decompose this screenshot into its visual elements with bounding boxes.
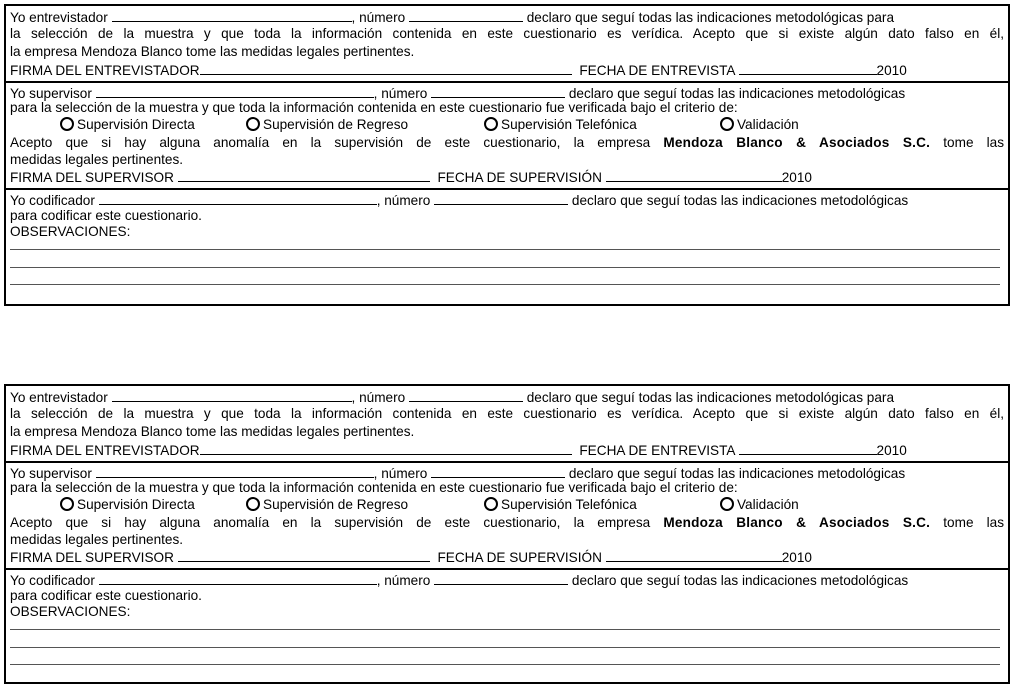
supervisor-number-field[interactable] [431,85,565,98]
coder-name-field[interactable] [99,572,377,585]
coder-label: Yo codificador [10,573,95,588]
acceptance-text-2: medidas legales pertinentes. [10,152,184,167]
option-supervision-telefonica[interactable] [484,117,637,133]
interviewer-signature-label: FIRMA DEL ENTREVISTADOR [10,63,200,78]
supervisor-name-field[interactable] [96,465,374,478]
declaration-text-3: la empresa Mendoza Blanco tome las medidas legales pertinentes. [10,44,415,59]
coder-number-field[interactable] [434,572,568,585]
coder-text-2: para codificar este cuestionario. [10,588,202,603]
radio-circle-icon[interactable] [484,117,498,131]
radio-circle-icon[interactable] [720,497,734,511]
supervisor-signature-field[interactable] [178,169,430,182]
number-label: , número [373,466,428,481]
coder-name-field[interactable] [99,192,377,205]
option-label: Supervisión Telefónica [501,497,637,512]
option-supervision-regreso[interactable] [246,117,408,133]
coder-number-field[interactable] [434,192,568,205]
declaration-text: declaro que seguí todas las indicaciones metodológicas [571,193,909,208]
interviewer-line-1 [10,389,1004,406]
acceptance-text: Acepto que si hay alguna anomalía en la supervisión de este cuestionario, la empresa [10,135,651,150]
interviewer-label: Yo entrevistador [10,10,108,25]
declaration-text-2: la selección de la muestra y que toda la información contenida en este cuestionario es verídica. Acepto que si existe algún dato falso en él, [10,26,1004,41]
radio-circle-icon[interactable] [60,497,74,511]
supervisor-signature-label: FIRMA DEL SUPERVISOR [10,550,174,565]
option-validacion[interactable] [720,117,799,133]
interviewer-signature-line [10,442,1004,459]
option-supervision-telefonica[interactable] [484,497,637,513]
observations-line[interactable] [10,629,1000,630]
declaration-text-3: la empresa Mendoza Blanco tome las medidas legales pertinentes. [10,424,415,439]
option-supervision-directa[interactable] [60,117,195,133]
supervisor-criteria-text: para la selección de la muestra y que toda la información contenida en este cuestionario fue verificada bajo el criterio de: [10,100,738,115]
supervisor-section [6,83,1008,190]
option-label: Supervisión de Regreso [263,117,409,132]
option-label: Validación [737,117,799,132]
company-name: Mendoza Blanco & Asociados S.C. [663,135,931,150]
observations-line[interactable] [10,647,1000,648]
number-label: , número [376,573,431,588]
declaration-form-2 [4,384,1010,684]
interview-date-label: FECHA DE ENTREVISTA [579,63,735,78]
acceptance-text-2: medidas legales pertinentes. [10,532,184,547]
interviewer-section [6,386,1008,463]
interviewer-signature-line [10,62,1004,79]
observations-label: OBSERVACIONES: [10,604,131,619]
option-label: Validación [737,497,799,512]
interviewer-name-field[interactable] [112,389,352,402]
option-label: Supervisión Directa [77,117,195,132]
observations-line[interactable] [10,664,1000,665]
interviewer-section [6,6,1008,83]
radio-circle-icon[interactable] [60,117,74,131]
radio-circle-icon[interactable] [720,117,734,131]
supervisor-criteria-text: para la selección de la muestra y que toda la información contenida en este cuestionario fue verificada bajo el criterio de: [10,480,738,495]
company-name: Mendoza Blanco & Asociados S.C. [663,515,931,530]
declaration-text: declaro que seguí todas las indicaciones metodológicas [568,86,906,101]
acceptance-text-end: tome las [943,515,1005,530]
option-label: Supervisión Telefónica [501,117,637,132]
number-label: , número [376,193,431,208]
number-label: , número [351,390,406,405]
interviewer-label: Yo entrevistador [10,390,108,405]
interviewer-number-field[interactable] [409,9,523,22]
observations-line[interactable] [10,284,1000,285]
supervision-date-field[interactable] [606,549,782,562]
supervision-date-label: FECHA DE SUPERVISIÓN [437,170,602,185]
number-label: , número [351,10,406,25]
number-label: , número [373,86,428,101]
declaration-text: declaro que seguí todas las indicaciones metodológicas [571,573,909,588]
radio-circle-icon[interactable] [246,117,260,131]
interview-year: 2010 [876,63,907,78]
supervision-year: 2010 [781,550,812,565]
interviewer-signature-label: FIRMA DEL ENTREVISTADOR [10,443,200,458]
coder-line-1 [10,192,1004,209]
radio-circle-icon[interactable] [246,497,260,511]
supervisor-section [6,463,1008,570]
coder-line-1 [10,572,1004,589]
interview-date-field[interactable] [739,442,877,455]
coder-label: Yo codificador [10,193,95,208]
interview-year: 2010 [876,443,907,458]
supervision-date-field[interactable] [606,169,782,182]
declaration-text: declaro que seguí todas las indicaciones metodológicas para [526,390,895,405]
interviewer-number-field[interactable] [409,389,523,402]
declaration-text-2: la selección de la muestra y que toda la información contenida en este cuestionario es verídica. Acepto que si existe algún dato falso en él, [10,406,1004,421]
interviewer-signature-field[interactable] [200,442,572,455]
option-label: Supervisión de Regreso [263,497,409,512]
declaration-form-1 [4,4,1010,306]
interviewer-signature-field[interactable] [200,62,572,75]
option-label: Supervisión Directa [77,497,195,512]
interviewer-name-field[interactable] [112,9,352,22]
supervisor-signature-label: FIRMA DEL SUPERVISOR [10,170,174,185]
radio-circle-icon[interactable] [484,497,498,511]
option-validacion[interactable] [720,497,799,513]
interview-date-label: FECHA DE ENTREVISTA [579,443,735,458]
interviewer-line-1 [10,9,1004,26]
observations-line[interactable] [10,249,1000,250]
declaration-text: declaro que seguí todas las indicaciones metodológicas para [526,10,895,25]
supervisor-label: Yo supervisor [10,86,92,101]
supervisor-acceptance-text [10,515,1004,531]
supervision-year: 2010 [781,170,812,185]
supervisor-signature-field[interactable] [178,549,430,562]
declaration-text: declaro que seguí todas las indicaciones metodológicas [568,466,906,481]
supervision-date-label: FECHA DE SUPERVISIÓN [437,550,602,565]
supervisor-number-field[interactable] [431,465,565,478]
supervisor-acceptance-text [10,135,1004,151]
coder-text-2: para codificar este cuestionario. [10,208,202,223]
supervisor-signature-line [10,169,1004,186]
supervisor-name-field[interactable] [96,85,374,98]
observations-label: OBSERVACIONES: [10,224,131,239]
observations-line[interactable] [10,267,1000,268]
supervisor-signature-line [10,549,1004,566]
option-supervision-directa[interactable] [60,497,195,513]
acceptance-text: Acepto que si hay alguna anomalía en la supervisión de este cuestionario, la empresa [10,515,651,530]
supervisor-label: Yo supervisor [10,466,92,481]
interview-date-field[interactable] [739,62,877,75]
option-supervision-regreso[interactable] [246,497,408,513]
acceptance-text-end: tome las [943,135,1005,150]
